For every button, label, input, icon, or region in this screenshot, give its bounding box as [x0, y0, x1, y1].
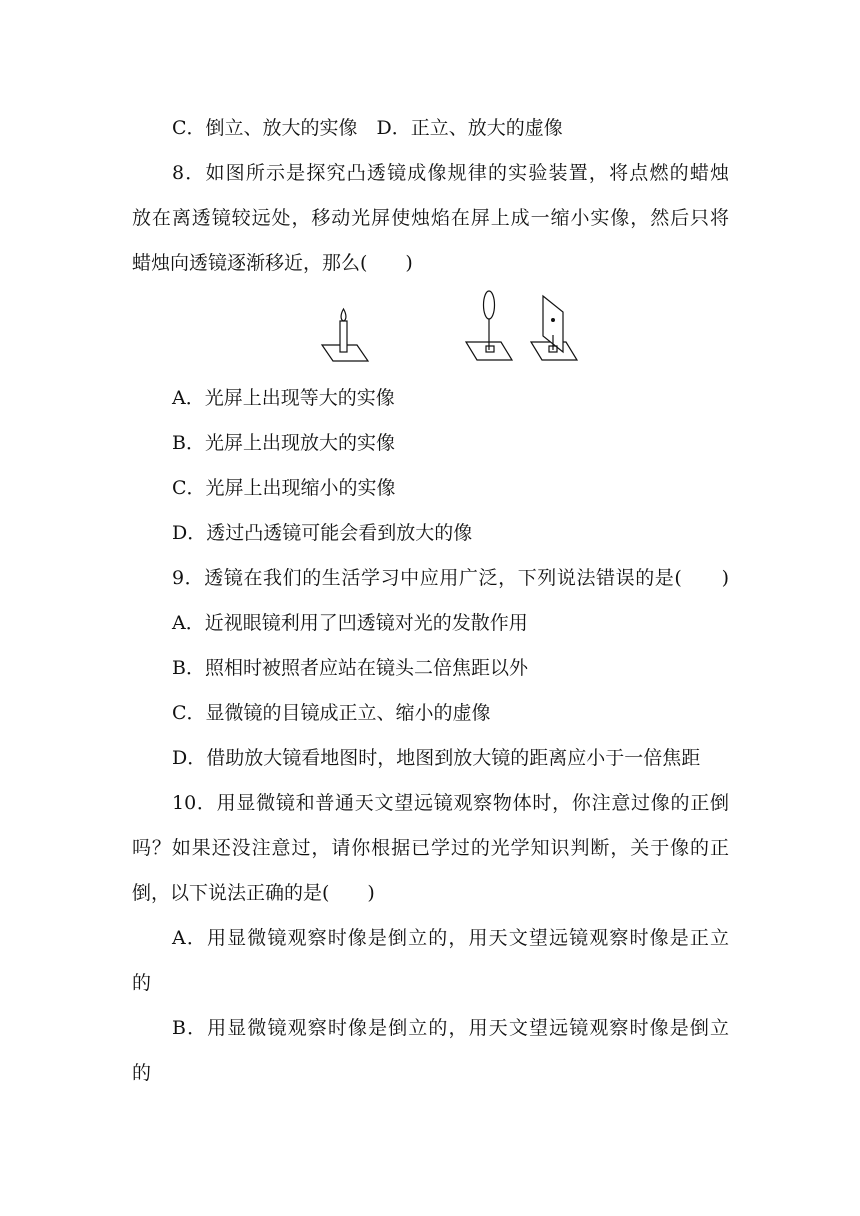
q8-option-a: A．光屏上出现等大的实像 [172, 387, 395, 409]
q10-option-a-line-2: 的 [132, 972, 152, 994]
q9-option-b: B．照相时被照者应站在镜头二倍焦距以外 [172, 657, 528, 679]
candle-body [340, 321, 347, 352]
question-8-line-3: 蜡烛向透镜逐渐移近，那么( ) [132, 252, 413, 274]
question-8-line-1: 8．如图所示是探究凸透镜成像规律的实验装置，将点燃的蜡烛 [172, 162, 729, 184]
q10-option-a-line-1: A．用显微镜观察时像是倒立的，用天文望远镜观察时像是正立 [172, 927, 729, 949]
q8-option-d: D．透过凸透镜可能会看到放大的像 [172, 522, 473, 544]
q8-option-b: B．光屏上出现放大的实像 [172, 432, 395, 454]
question-8-line-2: 放在离透镜较远处，移动光屏使烛焰在屏上成一缩小实像，然后只将 [132, 207, 729, 229]
q10-option-b-line-2: 的 [132, 1062, 152, 1084]
q10-option-b-line-1: B．用显微镜观察时像是倒立的，用天文望远镜观察时像是倒立 [172, 1017, 729, 1039]
line-option-c-d-prev: C．倒立、放大的实像 D．正立、放大的虚像 [172, 117, 563, 139]
question-9: 9．透镜在我们的生活学习中应用广泛，下列说法错误的是( ) [172, 567, 729, 589]
q9-option-d: D．借助放大镜看地图时，地图到放大镜的距离应小于一倍焦距 [172, 747, 701, 769]
q9-option-c: C．显微镜的目镜成正立、缩小的虚像 [172, 702, 491, 724]
candle-flame [341, 309, 346, 321]
question-10-line-2: 吗？如果还没注意过，请你根据已学过的光学知识判断，关于像的正 [132, 837, 729, 859]
question-10-line-1: 10．用显微镜和普通天文望远镜观察物体时，你注意过像的正倒 [172, 792, 729, 814]
q8-option-c: C．光屏上出现缩小的实像 [172, 477, 396, 499]
q9-option-a: A．近视眼镜利用了凹透镜对光的发散作用 [172, 612, 528, 634]
convex-lens [484, 291, 495, 319]
lens-experiment-figure [315, 290, 585, 366]
question-10-line-3: 倒，以下说法正确的是( ) [132, 882, 375, 904]
